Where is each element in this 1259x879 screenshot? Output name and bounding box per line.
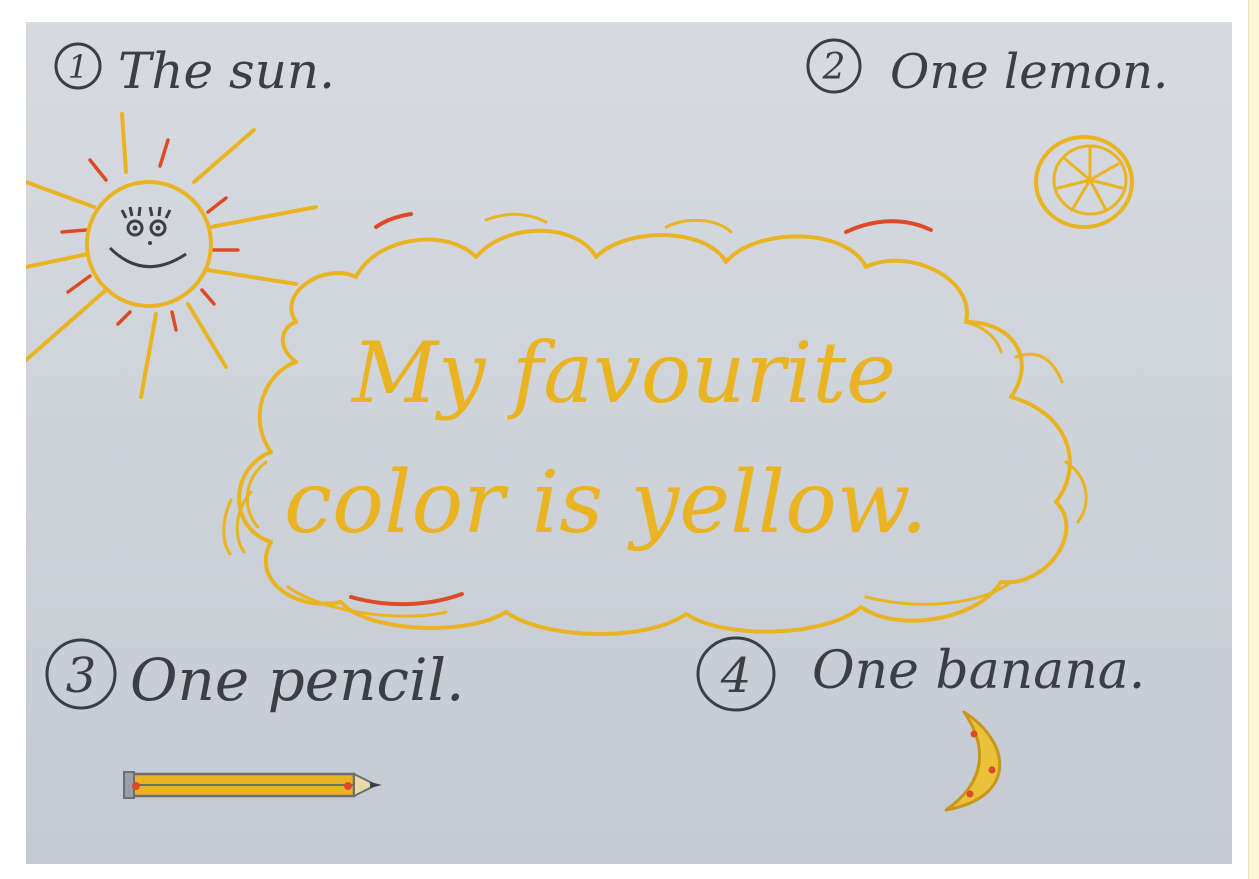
headline-line-2: color is yellow. bbox=[284, 453, 928, 553]
sun-icon bbox=[26, 114, 316, 397]
caption-one-pencil: One pencil. bbox=[130, 646, 465, 714]
headline-line-1: My favourite bbox=[352, 324, 896, 422]
headline-cloud bbox=[224, 214, 1086, 634]
number-badge-2 bbox=[808, 40, 860, 92]
caption-one-lemon: One lemon. bbox=[890, 44, 1169, 100]
drawing-photo bbox=[26, 22, 1232, 864]
banana-icon bbox=[946, 712, 1000, 810]
number-1-label: 1 bbox=[67, 48, 89, 86]
caption-the-sun: The sun. bbox=[118, 42, 335, 100]
item-2 bbox=[808, 40, 1168, 100]
number-4-label: 4 bbox=[720, 648, 752, 704]
caption-one-banana: One banana. bbox=[812, 641, 1146, 701]
item-4 bbox=[698, 638, 1145, 710]
item-3 bbox=[47, 640, 465, 714]
item-1 bbox=[56, 42, 335, 100]
frame-edge bbox=[1248, 0, 1259, 879]
number-3-label: 3 bbox=[65, 648, 97, 704]
pencil-icon bbox=[124, 772, 382, 798]
number-2-label: 2 bbox=[822, 47, 846, 88]
number-badge-1 bbox=[56, 44, 100, 88]
number-badge-3 bbox=[47, 640, 115, 708]
number-badge-4 bbox=[698, 638, 774, 710]
drawing-canvas bbox=[26, 22, 1232, 864]
lemon-icon bbox=[1036, 137, 1132, 227]
